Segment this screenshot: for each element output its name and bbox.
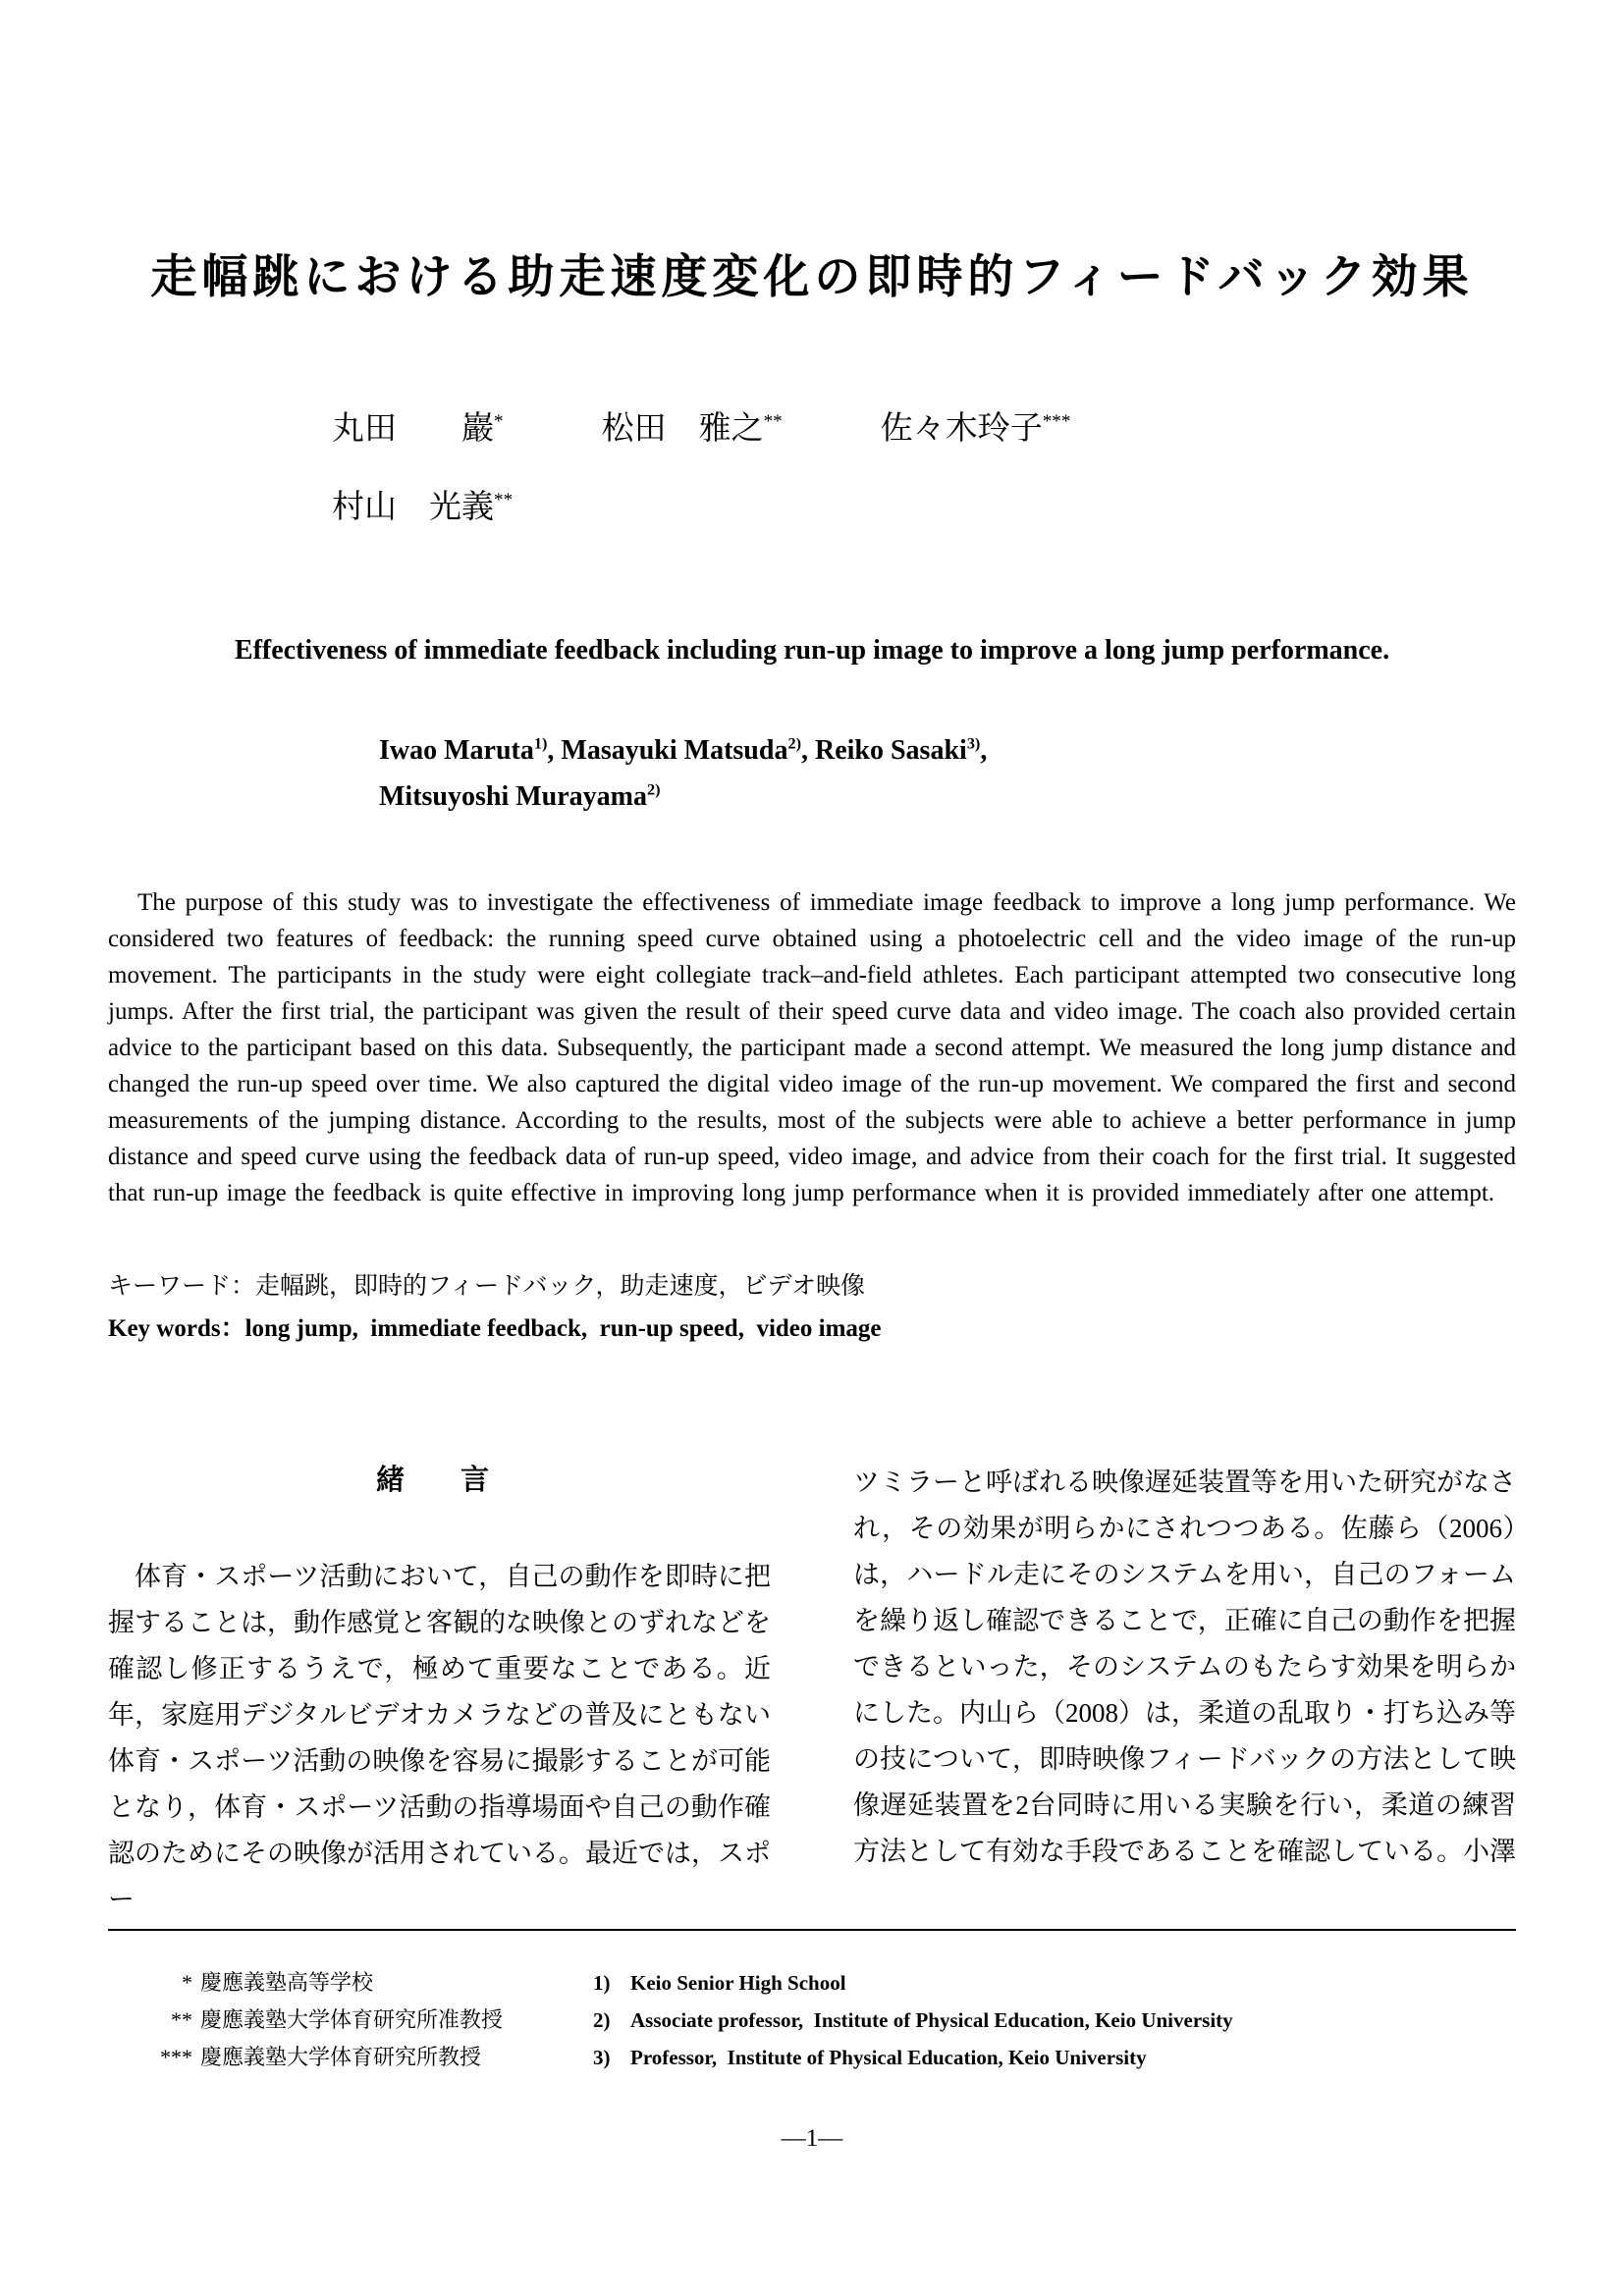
footnote-text: 慶應義塾大学体育研究所准教授 (200, 2007, 504, 2032)
footnotes-block (108, 1964, 1516, 2087)
footnote-marker: 2) (593, 2008, 611, 2032)
page-number: —1— (781, 2125, 843, 2152)
introduction-columns (108, 1460, 1516, 1923)
footnote-text: Professor, Institute of Physical Education, Keio University (630, 2046, 1147, 2069)
author-affiliation-number: 2) (647, 780, 661, 799)
footnote-marker: 3) (593, 2046, 611, 2069)
authors-english-row-1: Iwao Maruta$^{1)}$, Masayuki Matsuda$^{2)}$, Reiko Sasaki$^{3)}$, (379, 734, 988, 766)
authors-japanese-row-2 (332, 484, 1516, 531)
intro-right-column (853, 1460, 1516, 1875)
keywords-block (108, 1265, 1516, 1350)
keywords-english-label: Key words： (108, 1315, 245, 1342)
footnote-marker: *** (160, 2045, 192, 2069)
page-title: 走幅跳における助走速度変化の即時的フィードバック効果 (150, 252, 1474, 303)
keywords-english (108, 1308, 1516, 1350)
intro-left-paragraph: 体育・スポーツ活動において，自己の動作を即時に把握することは，動作感覚と客観的な映像とのずれなどを確認し修正するうえで，極めて重要なことである。近年，家庭用デジタルビデオカメラなどの普及にともない体育・スポーツ活動の映像を容易に撮影することが可能となり，体育・スポーツ活動の指導場面や自己の動作確認のためにその映像が活用されている。最近では，スポー (108, 1562, 771, 1914)
footnote-text: Associate professor, Institute of Physical Education, Keio University (630, 2008, 1233, 2032)
footnote-marker: * (182, 1970, 192, 1995)
author-name: 松田 雅之** (601, 411, 783, 447)
english-title: Effectiveness of immediate feedback including run-up image to improve a long jump performance. (234, 635, 1390, 666)
author-affiliation-mark: *** (1042, 411, 1071, 432)
authors-japanese (108, 405, 1516, 531)
author-affiliation-number: 3) (966, 734, 981, 753)
footnotes-japanese (149, 1964, 503, 2076)
authors-japanese-row-1 (332, 405, 1516, 453)
intro-right-paragraph: ツミラーと呼ばれる映像遅延装置等を用いた研究がなされ，その効果が明らかにされつつある。佐藤ら（2006）は，ハードル走にそのシステムを用い，自己のフォームを繰り返し確認できることで，正確に自己の動作を把握できるといった，そのシステムのもたらす効果を明らかにした。内山ら（2008）は，柔道の乱取り・打ち込み等の技について，即時映像フィードバックの方法として映像遅延装置を2台同時に用いる実験を行い，柔道の練習方法として有効な手段であることを確認している。小澤 (853, 1468, 1516, 1866)
abstract-paragraph: The purpose of this study was to investigate the effectiveness of immediate image feedback to improve a long jump performance. We considered two features of feedback: the running speed curve obtained using a photoelectric cell and the video image of the run-up movement. The participants in the study were eight collegiate track–and-field athletes. Each participant attempted two consecutive long jumps. After the first trial, the participant was given the result of their speed curve data and video image. The coach also provided certain advice to the participant based on this data. Subsequently, the participant made a second attempt. We measured the long jump distance and changed the run-up speed over time. We also captured the digital video image of the run-up movement. We compared the first and second measurements of the jumping distance. According to the results, most of the subjects were able to achieve a better performance in jump distance and speed curve using the feedback data of run-up speed, video image, and advice from their coach for the first trial. It suggested that run-up image the feedback is quite effective in improving long jump performance when it is provided immediately after one attempt. (108, 889, 1516, 1206)
intro-left-column (108, 1460, 771, 1923)
author-affiliation-number: 1) (533, 734, 548, 753)
footnote-marker: 1) (593, 1971, 611, 1995)
keywords-english-text: long jump, immediate feedback, run-up speed, video image (244, 1315, 882, 1342)
author-affiliation-mark: ** (763, 411, 783, 432)
author-affiliation-mark: * (494, 411, 504, 432)
footnotes-english (593, 1964, 1233, 2076)
footnote-text: 慶應義塾高等学校 (200, 1970, 374, 1995)
section-heading-introduction: 緒 言 (375, 1465, 503, 1496)
keywords-japanese-text: 走幅跳，即時的フィードバック，助走速度，ビデオ映像 (255, 1273, 866, 1300)
keywords-japanese (108, 1265, 1516, 1308)
footnote-marker: ** (171, 2007, 192, 2032)
footnote-separator (108, 1929, 1516, 1931)
footnote-text: 慶應義塾大学体育研究所教授 (200, 2045, 482, 2069)
author-name: 佐々木玲子*** (880, 411, 1071, 447)
author-name: 丸田 巖* (332, 411, 504, 447)
keywords-japanese-label: キーワード： (108, 1273, 256, 1300)
author-affiliation-number: 2) (787, 734, 801, 753)
authors-english (108, 727, 1516, 820)
author-name: 村山 光義** (332, 490, 514, 525)
footnote-text: Keio Senior High School (630, 1971, 846, 1995)
authors-english-row-2: Mitsuyoshi Murayama$^{2)}$ (379, 780, 661, 812)
author-affiliation-mark: ** (494, 490, 514, 510)
